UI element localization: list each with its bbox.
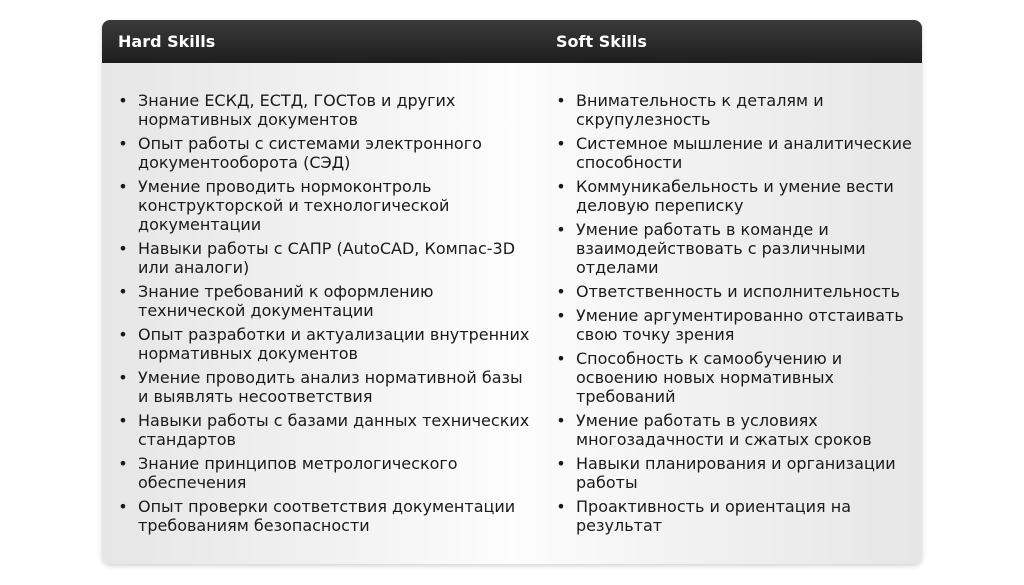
hard-skills-title: Hard Skills <box>118 32 216 51</box>
list-item <box>556 349 916 406</box>
bullet-icon: • <box>118 325 128 344</box>
list-item <box>556 220 916 277</box>
bullet-icon: • <box>556 134 566 153</box>
skill-text: Опыт разработки и актуализации внутренних нормативных документов <box>138 325 530 363</box>
bullet-icon: • <box>556 177 566 196</box>
list-item <box>556 177 916 215</box>
list-item <box>556 411 916 449</box>
skill-text: Навыки планирования и организации работы <box>576 454 896 492</box>
bullet-icon: • <box>118 239 128 258</box>
bullet-icon: • <box>556 497 566 516</box>
bullet-icon: • <box>556 91 566 110</box>
list-item <box>556 454 916 492</box>
bullet-icon: • <box>118 368 128 387</box>
skill-text: Умение работать в условиях многозадачности и сжатых сроков <box>576 411 872 449</box>
list-item <box>556 134 916 172</box>
skill-text: Умение аргументированно отстаивать свою точку зрения <box>576 306 904 344</box>
list-item <box>556 91 916 129</box>
skill-text: Системное мышление и аналитические способности <box>576 134 912 172</box>
list-item <box>118 325 538 363</box>
skill-text: Знание ЕСКД, ЕСТД, ГОСТов и других нормативных документов <box>138 91 456 129</box>
skill-text: Опыт работы с системами электронного документооборота (СЭД) <box>138 134 482 172</box>
list-item <box>118 134 538 172</box>
skill-text: Внимательность к деталям и скрупулезность <box>576 91 824 129</box>
soft-skills-list <box>556 91 916 540</box>
skill-text: Знание требований к оформлению технической документации <box>138 282 434 320</box>
list-item <box>118 91 538 129</box>
skill-text: Навыки работы с базами данных технических стандартов <box>138 411 530 449</box>
bullet-icon: • <box>118 91 128 110</box>
bullet-icon: • <box>118 134 128 153</box>
list-item <box>118 282 538 320</box>
skills-table <box>102 20 922 564</box>
list-item <box>118 411 538 449</box>
list-item <box>556 282 916 301</box>
soft-skills-title: Soft Skills <box>556 32 647 51</box>
list-item <box>556 306 916 344</box>
hard-skills-list <box>118 91 538 540</box>
bullet-icon: • <box>556 349 566 368</box>
bullet-icon: • <box>118 454 128 473</box>
list-item <box>118 497 538 535</box>
list-item <box>118 239 538 277</box>
bullet-icon: • <box>118 497 128 516</box>
list-item <box>118 177 538 234</box>
bullet-icon: • <box>118 177 128 196</box>
bullet-icon: • <box>556 220 566 239</box>
list-item <box>118 368 538 406</box>
bullet-icon: • <box>556 454 566 473</box>
skill-text: Навыки работы с САПР (AutoCAD, Компас-3D или аналоги) <box>138 239 516 277</box>
bullet-icon: • <box>556 411 566 430</box>
bullet-icon: • <box>556 306 566 325</box>
skill-text: Опыт проверки соответствия документации требованиям безопасности <box>138 497 516 535</box>
bullet-icon: • <box>118 282 128 301</box>
skill-text: Ответственность и исполнительность <box>576 282 900 301</box>
skill-text: Умение проводить нормоконтроль конструкторской и технологической документации <box>138 177 450 234</box>
skill-text: Проактивность и ориентация на результат <box>576 497 851 535</box>
skill-text: Знание принципов метрологического обеспечения <box>138 454 458 492</box>
skill-text: Умение проводить анализ нормативной базы и выявлять несоответствия <box>138 368 523 406</box>
skill-text: Способность к самообучению и освоению новых нормативных требований <box>576 349 843 406</box>
table-header <box>102 20 922 63</box>
bullet-icon: • <box>556 282 566 301</box>
list-item <box>556 497 916 535</box>
bullet-icon: • <box>118 411 128 430</box>
list-item <box>118 454 538 492</box>
skill-text: Умение работать в команде и взаимодействовать с различными отделами <box>576 220 866 277</box>
skill-text: Коммуникабельность и умение вести деловую переписку <box>576 177 894 215</box>
